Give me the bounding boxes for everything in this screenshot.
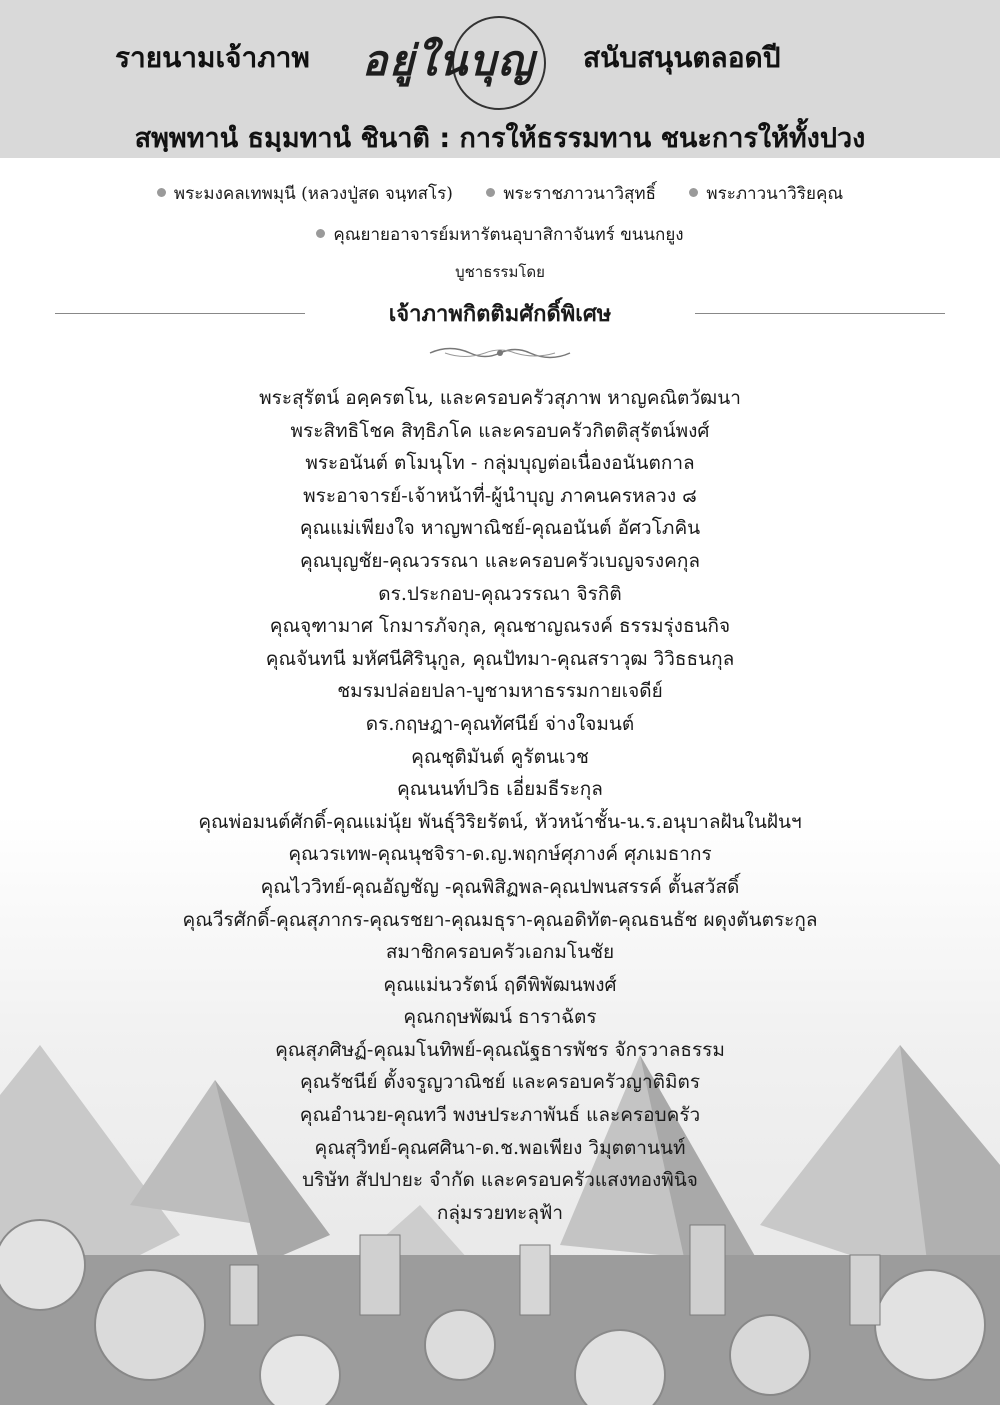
- logo-text: อยู่ในบุญ: [362, 36, 536, 85]
- header-right-text: สนับสนุนตลอดปี: [583, 41, 781, 74]
- donor-name: คุณสุภศิษฏ์-คุณมโนทิพย์-คุณณัฐธารพัชร จักรวาลธรรม: [275, 1038, 725, 1061]
- header-title-row: [0, 22, 1000, 92]
- monk-item: [486, 180, 656, 207]
- header-band: [0, 0, 1000, 158]
- donor-name: คุณบุญชัย-คุณวรรณา และครอบครัวเบญจรงคกุล: [299, 549, 701, 572]
- donor-name: พระอนันต์ ตโมนุโท - กลุ่มบุญต่อเนื่องอนันตกาล: [305, 452, 695, 475]
- donor-name: พระสิทธิโชค สิทฺธิภโค และครอบครัวกิตติสุรัตน์พงศ์: [290, 419, 710, 442]
- donor-name: พระอาจารย์-เจ้าหน้าที่-ผู้นำบุญ ภาคนครหลวง ๘: [303, 484, 697, 507]
- donor-name: คุณพ่อมนต์ศักดิ์-คุณแม่นุ้ย พันธุ์วิริยรัตน์, หัวหน้าชั้น-น.ร.อนุบาลฝันในฝันฯ: [198, 810, 802, 833]
- donor-name: คุณอำนวย-คุณทวี พงษประภาพันธ์ และครอบครัว: [299, 1104, 701, 1127]
- donor-name: ชมรมปล่อยปลา-บูชามหาธรรมกายเจดีย์: [337, 680, 663, 703]
- donor-list: [0, 382, 1000, 1229]
- section-header: [55, 296, 945, 330]
- donor-name: คุณนนท์ปวิธ เอี่ยมธีระกุล: [397, 778, 603, 801]
- donor-name: ดร.ประกอบ-คุณวรรณา จิรกิติ: [378, 582, 622, 605]
- donor-name: คุณจันทนี มหัศนีศิรินุกูล, คุณปัทมา-คุณสราวุฒ วิวิธธนกุล: [265, 647, 735, 670]
- monk-line-2: [0, 221, 1000, 248]
- bullet-icon: [157, 188, 166, 197]
- donor-name: ดร.กฤษฎา-คุณทัศนีย์ จ่างใจมนต์: [365, 712, 635, 735]
- monk-name: พระราชภาวนาวิสุทธิ์: [503, 184, 656, 204]
- monk-name: คุณยายอาจารย์มหารัตนอุบาสิกาจันทร์ ขนนกยูง: [333, 225, 684, 245]
- header-left-text: รายนามเจ้าภาพ: [115, 41, 310, 74]
- ornament-icon: [425, 342, 575, 364]
- monk-name: พระภาวนาวิริยคุณ: [706, 184, 844, 204]
- monk-item: [157, 180, 453, 207]
- donor-name: คุณรัชนีย์ ตั้งจรูญวาณิชย์ และครอบครัวญาติมิตร: [299, 1071, 701, 1094]
- bullet-icon: [316, 229, 325, 238]
- header-subtitle: สพฺพทานํ ธมฺมทานํ ชินาติ : การให้ธรรมทาน ชนะการให้ทั้งปวง: [134, 123, 866, 154]
- donor-name: คุณจุฑามาศ โกมารภัจกุล, คุณชาญณรงค์ ธรรมรุ่งธนกิจ: [269, 615, 731, 638]
- bullet-icon: [486, 188, 495, 197]
- donor-name: พระสุรัตน์ อคฺครตโน, และครอบครัวสุภาพ หาญคณิตวัฒนา: [259, 387, 741, 409]
- offering-by: บูชาธรรมโดย: [455, 263, 545, 281]
- bullet-icon: [689, 188, 698, 197]
- monk-item: [689, 180, 843, 207]
- donor-name: กลุ่มรวยทะลุฟ้า: [436, 1201, 564, 1224]
- donor-name: คุณแม่นวรัตน์ ฤดีพิพัฒนพงศ์: [383, 973, 617, 996]
- monk-name: พระมงคลเทพมุนี (หลวงปู่สด จนฺทสโร): [173, 184, 453, 204]
- donor-name: คุณวีรศักดิ์-คุณสุภากร-คุณรชยา-คุณมธุรา-คุณอดิทัต-คุณธนธัช ผดุงตันตระกูล: [182, 908, 818, 931]
- logo: [352, 22, 564, 102]
- donor-name: คุณวรเทพ-คุณนุชจิรา-ด.ญ.พฤกษ์ศุภางค์ ศุภเมธากร: [288, 843, 712, 866]
- donor-name: คุณแม่เพียงใจ หาญพาณิชย์-คุณอนันต์ อัศวโภคิน: [299, 517, 701, 540]
- donor-name: คุณชุติมันต์ คูรัตนเวช: [411, 745, 589, 768]
- monk-list: [0, 180, 1000, 207]
- donor-name: คุณไววิทย์-คุณอัญชัญ -คุณพิสิฏพล-คุณปพนสรรค์ ตั้นสวัสดิ์: [260, 875, 740, 898]
- section-title: เจ้าภาพกิตติมศักดิ์พิเศษ: [388, 302, 612, 327]
- donor-name: คุณสุวิทย์-คุณศศินา-ด.ช.พอเพียง วิมุตตานนท์: [314, 1136, 686, 1159]
- donor-name: สมาชิกครอบครัวเอกมโนชัย: [385, 941, 615, 964]
- donor-name: บริษัท สัปปายะ จำกัด และครอบครัวแสงทองพินิจ: [302, 1169, 698, 1192]
- donor-name: คุณกฤษพัฒน์ ธาราฉัตร: [403, 1006, 597, 1029]
